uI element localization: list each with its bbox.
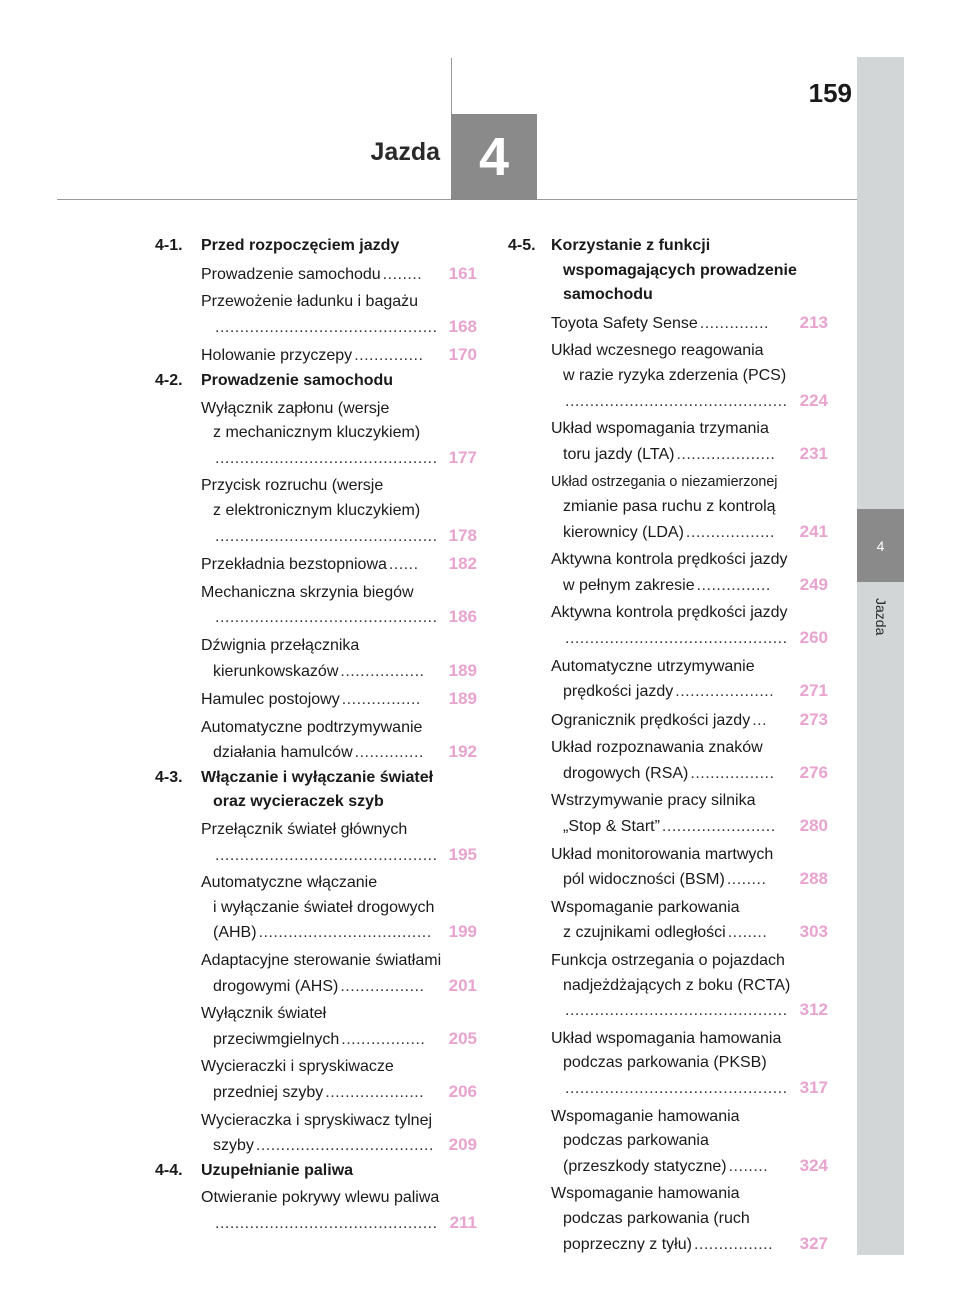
entry-text-line: Otwieranie pokrywy wlewu paliwa	[201, 1189, 440, 1207]
entry-text-line: Wspomaganie hamowania	[551, 1185, 740, 1203]
entry-text-line: Układ wspomagania trzymania	[551, 420, 769, 438]
entry-last-line	[201, 343, 477, 369]
leader-dots: ....................	[325, 1084, 425, 1101]
entry-last-line	[213, 446, 477, 472]
page-link[interactable]: 178	[448, 525, 477, 545]
entry-text-line: Automatyczne podtrzymywanie	[201, 718, 423, 736]
entry-text-line: i wyłączanie świateł drogowych	[213, 898, 435, 916]
section-number: 4-3.	[155, 768, 183, 786]
toc-entry[interactable]	[155, 634, 477, 684]
page-link[interactable]: 271	[799, 681, 828, 701]
side-chapter-label: Jazda	[873, 598, 889, 636]
entry-label: „Stop & Start”	[563, 818, 660, 836]
toc-entry[interactable]	[155, 290, 477, 340]
entry-text-line: Wycieraczka i spryskiwacz tylnej	[201, 1111, 433, 1129]
page-number: 159	[808, 78, 852, 108]
section-title: wspomagających prowadzenie	[563, 261, 797, 279]
entry-label: szyby	[213, 1137, 254, 1155]
entry-last-line	[213, 920, 477, 946]
leader-dots: ........	[726, 871, 767, 889]
toc-entry[interactable]	[508, 949, 828, 1024]
section-title: samochodu	[563, 286, 653, 304]
leader-dots: ..................	[685, 523, 775, 541]
toc-section	[155, 369, 477, 394]
section-title: Włączanie i wyłączanie świateł	[201, 768, 434, 786]
toc-entry[interactable]	[508, 789, 828, 839]
entry-text-line: Mechaniczna skrzynia biegów	[201, 583, 414, 601]
page-link[interactable]: 177	[448, 447, 477, 467]
section-title: Korzystanie z funkcji	[551, 237, 711, 254]
entry-label: z czujnikami odległości	[563, 924, 726, 942]
leader-dots: .............................................	[565, 629, 788, 647]
entry-label: w pełnym zakresie	[563, 576, 695, 594]
toc-entry[interactable]	[508, 896, 828, 946]
entry-label: Hamulec postojowy	[201, 691, 340, 709]
chapter-number-box: 4	[451, 114, 537, 200]
page-link[interactable]: 199	[448, 922, 477, 942]
toc-entry[interactable]	[508, 548, 828, 598]
page-link[interactable]: 209	[448, 1135, 477, 1155]
entry-text-line: Wycieraczki i spryskiwacze	[201, 1058, 394, 1076]
entry-last-line	[563, 867, 828, 893]
toc-entry[interactable]	[508, 655, 828, 705]
entry-text-line: Przełącznik świateł głównych	[201, 821, 408, 839]
entry-text-line: Układ monitorowania martwych	[551, 845, 774, 863]
page-link[interactable]: 273	[799, 709, 828, 729]
toc-entry[interactable]	[508, 470, 828, 545]
entry-last-line	[213, 605, 477, 631]
entry-last-line	[563, 1076, 828, 1102]
entry-text-line: Automatyczne utrzymywanie	[551, 657, 755, 675]
entry-text-line: Wyłącznik świateł	[201, 1005, 327, 1023]
toc-entry[interactable]	[508, 339, 828, 414]
leader-dots: .................	[341, 1030, 426, 1048]
toc-entry[interactable]	[155, 262, 477, 288]
entry-label: drogowych (RSA)	[563, 764, 689, 782]
entry-last-line	[563, 1232, 828, 1258]
page-link[interactable]: 324	[799, 1155, 828, 1175]
entry-text-line: Wspomaganie parkowania	[551, 898, 740, 916]
entry-text-line: Układ ostrzegania o niezamierzonej	[551, 474, 778, 491]
leader-dots: ..............	[354, 744, 424, 762]
page-link[interactable]: 327	[799, 1233, 828, 1253]
page-link[interactable]: 170	[448, 345, 477, 365]
toc-entry[interactable]	[508, 417, 828, 467]
page-link[interactable]: 312	[799, 1000, 828, 1020]
leader-dots: ......	[388, 556, 419, 574]
page-link[interactable]: 206	[448, 1082, 477, 1101]
toc-entry[interactable]	[155, 716, 477, 766]
section-number: 4-1.	[155, 237, 183, 254]
toc-entry[interactable]	[155, 581, 477, 631]
page-link[interactable]: 231	[799, 443, 828, 463]
entry-last-line	[201, 552, 477, 578]
toc-entry[interactable]	[508, 601, 828, 651]
entry-last-line	[563, 998, 828, 1024]
leader-dots: ..............	[699, 314, 769, 332]
toc-entry[interactable]	[155, 474, 477, 549]
section-title: Przed rozpoczęciem jazdy	[201, 237, 400, 254]
leader-dots: ................	[693, 1235, 774, 1253]
entry-text-line: podczas parkowania (PKSB)	[563, 1054, 767, 1072]
entry-label: (przeszkody statyczne)	[563, 1157, 727, 1175]
entry-label: prędkości jazdy	[563, 683, 674, 701]
entry-last-line	[563, 1154, 828, 1180]
leader-dots: .................	[340, 662, 425, 680]
entry-text-line: Wstrzymywanie pracy silnika	[551, 792, 756, 810]
toc-right-column	[508, 234, 828, 1257]
leader-dots: ...	[752, 711, 768, 729]
toc-entry[interactable]	[155, 871, 477, 946]
page-link[interactable]: 288	[799, 869, 828, 889]
leader-dots: ...............	[696, 576, 771, 594]
leader-dots: .................	[340, 977, 425, 995]
entry-label: kierownicy (LDA)	[563, 523, 684, 541]
entry-last-line	[213, 1133, 477, 1159]
toc-entry[interactable]	[155, 1002, 477, 1052]
entry-last-line	[213, 974, 477, 1000]
entry-last-line	[213, 1027, 477, 1053]
toc-entry[interactable]	[508, 736, 828, 786]
entry-label: przedniej szyby	[213, 1084, 324, 1101]
entry-label: Ogranicznik prędkości jazdy	[551, 711, 751, 729]
toc-section	[155, 1159, 477, 1184]
toc-entry[interactable]	[155, 343, 477, 369]
entry-text-line: Adaptacyjne sterowanie światłami	[201, 952, 442, 970]
toc-section	[155, 766, 477, 815]
entry-text-line: podczas parkowania (ruch	[563, 1209, 750, 1227]
entry-text-line: z elektronicznym kluczykiem)	[213, 501, 421, 519]
page-link[interactable]: 201	[448, 975, 477, 995]
entry-last-line	[213, 315, 477, 341]
entry-text-line: Wyłącznik zapłonu (wersje	[201, 399, 390, 417]
toc-entry[interactable]	[155, 1055, 477, 1105]
leader-dots: .............................................	[215, 846, 438, 864]
section-title: Prowadzenie samochodu	[201, 371, 394, 389]
leader-dots: .................	[690, 764, 775, 782]
entry-label: przeciwmgielnych	[213, 1030, 340, 1048]
toc-entry[interactable]	[508, 1182, 828, 1257]
page-link[interactable]: 161	[448, 263, 477, 283]
entry-last-line	[201, 262, 477, 288]
entry-text-line: zmianie pasa ruchu z kontrolą	[563, 497, 776, 515]
entry-last-line	[213, 1211, 477, 1237]
page-link[interactable]: 249	[799, 574, 828, 594]
entry-label: Toyota Safety Sense	[551, 314, 698, 332]
toc-entry[interactable]	[508, 1105, 828, 1180]
page-link[interactable]: 276	[799, 762, 828, 782]
toc-entry[interactable]	[155, 818, 477, 868]
toc-entry[interactable]	[508, 708, 828, 734]
entry-last-line	[563, 389, 828, 415]
entry-text-line: Aktywna kontrola prędkości jazdy	[551, 551, 788, 569]
leader-dots: ....................	[675, 683, 775, 701]
entry-last-line	[563, 520, 828, 546]
toc-section	[155, 234, 477, 259]
leader-dots: ........	[382, 265, 423, 283]
toc-entry[interactable]	[508, 311, 828, 337]
entry-text-line: Układ rozpoznawania znaków	[551, 739, 763, 757]
entry-last-line	[563, 761, 828, 787]
entry-label: Holowanie przyczepy	[201, 347, 353, 365]
entry-last-line	[213, 1080, 477, 1106]
toc-entry[interactable]	[155, 949, 477, 999]
leader-dots: .............................................	[215, 609, 438, 627]
entry-text-line: Przycisk rozruchu (wersje	[201, 477, 384, 495]
leader-dots: ..............	[354, 347, 424, 365]
toc-entry[interactable]	[155, 552, 477, 578]
entry-last-line	[213, 843, 477, 869]
entry-label: pól widoczności (BSM)	[563, 871, 725, 889]
leader-dots: ................	[341, 691, 421, 709]
entry-last-line	[563, 442, 828, 468]
entry-label: Przekładnia bezstopniowa	[201, 556, 387, 574]
section-title: oraz wycieraczek szyb	[213, 793, 384, 811]
entry-last-line	[201, 687, 477, 713]
entry-text-line: podczas parkowania	[563, 1132, 709, 1150]
entry-last-line	[213, 659, 477, 685]
page-link[interactable]: 195	[448, 844, 477, 864]
entry-text-line: Aktywna kontrola prędkości jazdy	[551, 604, 788, 622]
entry-last-line	[551, 311, 828, 337]
leader-dots: .......................	[661, 818, 776, 836]
entry-text-line: Dźwignia przełącznika	[201, 636, 360, 654]
entry-text-line: Funkcja ostrzegania o pojazdach	[551, 952, 785, 970]
leader-dots: .............................................	[565, 1002, 788, 1020]
entry-last-line	[563, 920, 828, 946]
page-link[interactable]: 182	[448, 554, 477, 574]
leader-dots: .............................................	[565, 392, 788, 410]
page-link[interactable]: 211	[449, 1212, 477, 1232]
entry-last-line	[213, 524, 477, 550]
leader-dots: .............................................	[215, 449, 438, 467]
entry-text-line: z mechanicznym kluczykiem)	[213, 424, 421, 442]
leader-dots: ........	[728, 1157, 769, 1175]
entry-text-line: Układ wczesnego reagowania	[551, 342, 764, 360]
entry-label: kierunkowskazów	[213, 662, 339, 680]
page-link[interactable]: 186	[448, 607, 477, 627]
page-link[interactable]: 317	[799, 1078, 828, 1097]
toc-entry[interactable]	[155, 1109, 477, 1159]
page-link[interactable]: 280	[799, 816, 828, 836]
entry-label: działania hamulców	[213, 744, 353, 762]
entry-last-line	[563, 626, 828, 652]
section-title: Uzupełnianie paliwa	[201, 1161, 354, 1179]
entry-last-line	[563, 814, 828, 840]
entry-text-line: Przewożenie ładunku i bagażu	[201, 293, 419, 311]
entry-text-line: Wspomaganie hamowania	[551, 1107, 740, 1125]
leader-dots: ........	[727, 924, 768, 942]
toc-entry[interactable]	[155, 1186, 477, 1236]
page-link[interactable]: 260	[799, 627, 828, 647]
leader-dots: .............................................	[215, 1214, 438, 1232]
page-link[interactable]: 168	[448, 316, 477, 336]
entry-last-line	[213, 740, 477, 766]
entry-last-line	[551, 708, 828, 734]
toc-entry[interactable]	[155, 397, 477, 472]
toc-section	[508, 234, 828, 308]
page-link[interactable]: 205	[448, 1028, 477, 1048]
chapter-title: Jazda	[370, 138, 440, 166]
page-link[interactable]: 213	[799, 312, 828, 332]
section-number: 4-4.	[155, 1161, 183, 1179]
entry-last-line	[563, 573, 828, 599]
leader-dots: .............................................	[565, 1080, 788, 1097]
toc-entry[interactable]	[508, 843, 828, 893]
entry-label: drogowymi (AHS)	[213, 977, 339, 995]
entry-label: poprzeczny z tyłu)	[563, 1235, 692, 1253]
section-number: 4-5.	[508, 237, 536, 254]
entry-text-line: Automatyczne włączanie	[201, 874, 378, 892]
page-link[interactable]: 241	[799, 521, 828, 541]
toc-entry[interactable]	[508, 1027, 828, 1102]
leader-dots: .............................................	[215, 318, 438, 336]
leader-dots: ....................................	[255, 1137, 434, 1155]
leader-dots: .............................................	[215, 527, 438, 545]
entry-label: (AHB)	[213, 924, 257, 942]
page-link[interactable]: 192	[448, 742, 477, 762]
toc-entry[interactable]	[155, 687, 477, 713]
page-link[interactable]: 189	[448, 660, 477, 680]
entry-text-line: Układ wspomagania hamowania	[551, 1029, 782, 1047]
side-chapter-tab[interactable]: 4	[857, 509, 904, 582]
page-link[interactable]: 303	[799, 922, 828, 942]
entry-text-line: nadjeżdżających z boku (RCTA)	[563, 976, 791, 994]
page-link[interactable]: 189	[448, 689, 477, 709]
leader-dots: ...................................	[258, 924, 432, 942]
entry-label: Prowadzenie samochodu	[201, 265, 381, 283]
entry-text-line: w razie ryzyka zderzenia (PCS)	[563, 366, 787, 384]
section-number: 4-2.	[155, 371, 183, 389]
page-link[interactable]: 224	[799, 390, 828, 410]
entry-label: toru jazdy (LTA)	[563, 445, 675, 463]
entry-last-line	[563, 679, 828, 705]
toc-left-column	[155, 234, 477, 1237]
leader-dots: ....................	[676, 445, 776, 463]
